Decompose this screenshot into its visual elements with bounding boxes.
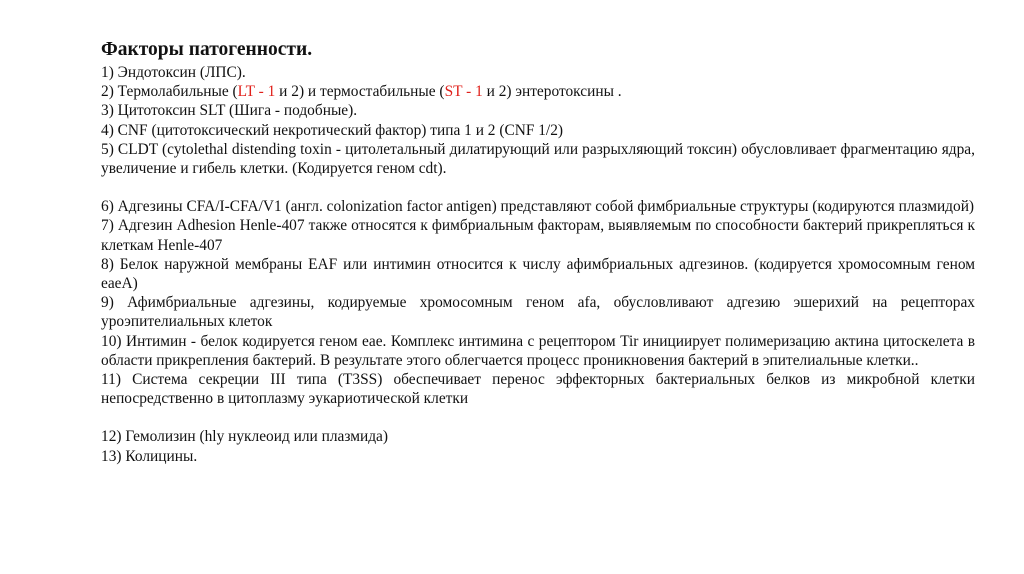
list-item-4: 4) CNF (цитотоксический некротический фактор) типа 1 и 2 (CNF 1/2)	[101, 121, 564, 139]
list-item-5: 5) CLDT (cytolethal distending toxin - цитолетальный дилатирующий или разрыхляющий токсин) обусловливает фрагментацию ядра, увеличение и гибель клетки. (Кодируется геном cdt).	[101, 140, 975, 178]
item2-text-after: и 2) энтеротоксины .	[482, 83, 622, 101]
spacer	[101, 408, 975, 427]
list-item-1: 1) Эндотоксин (ЛПС).	[101, 64, 246, 81]
list-item-8: 8) Белок наружной мембраны EAF или интимин относится к числу афимбриальных адгезинов. (кодируется хромосомным геном eaeA)	[101, 255, 975, 293]
list-item-10: 10) Интимин - белок кодируется геном eae. Комплекс интимина с рецептором Tir инициирует полимеризацию актина цитоскелета в области прикрепления бактерий. В результате этого облегчается процесс проникновения бактерий в эпителиальные клетки..	[101, 332, 975, 369]
list-item-2	[101, 82, 975, 101]
list-item-12: 12) Гемолизин (hly нуклеоид или плазмида)	[101, 428, 389, 446]
list-item-7: 7) Адгезин Adhesion Henle-407 также относятся к фимбриальным факторам, выявляемым по способности бактерий прикрепляться к клеткам Henle-407	[101, 217, 975, 254]
st-highlight: ST - 1	[444, 83, 483, 101]
list-item-6: 6) Адгезины CFA/I-CFA/V1 (англ. colonization factor antigen) представляют собой фимбриальные структуры (кодируются плазмидой)	[101, 198, 975, 216]
slide-title: Факторы патогенности.	[101, 39, 313, 60]
list-item-9: 9) Афимбриальные адгезины, кодируемые хромосомным геном afa, обусловливают адгезию эшерихий на рецепторах уроэпителиальных клеток	[101, 294, 975, 331]
list-item-3: 3) Цитотоксин SLT (Шига - подобные).	[101, 102, 358, 120]
list-item-11: 11) Система секреции III типа (T3SS) обеспечивает перенос эффекторных бактериальных белков из микробной клетки непосредственно в цитоплазму эукариотической клетки	[101, 371, 975, 408]
spacer	[101, 178, 975, 197]
item2-text-mid: и 2) и термостабильные (	[275, 83, 445, 101]
list-item-13: 13) Колицины.	[101, 447, 198, 465]
lt-highlight: LT - 1	[237, 83, 276, 101]
slide-content	[101, 38, 975, 466]
item2-text-before: 2) Термолабильные (	[101, 83, 238, 101]
